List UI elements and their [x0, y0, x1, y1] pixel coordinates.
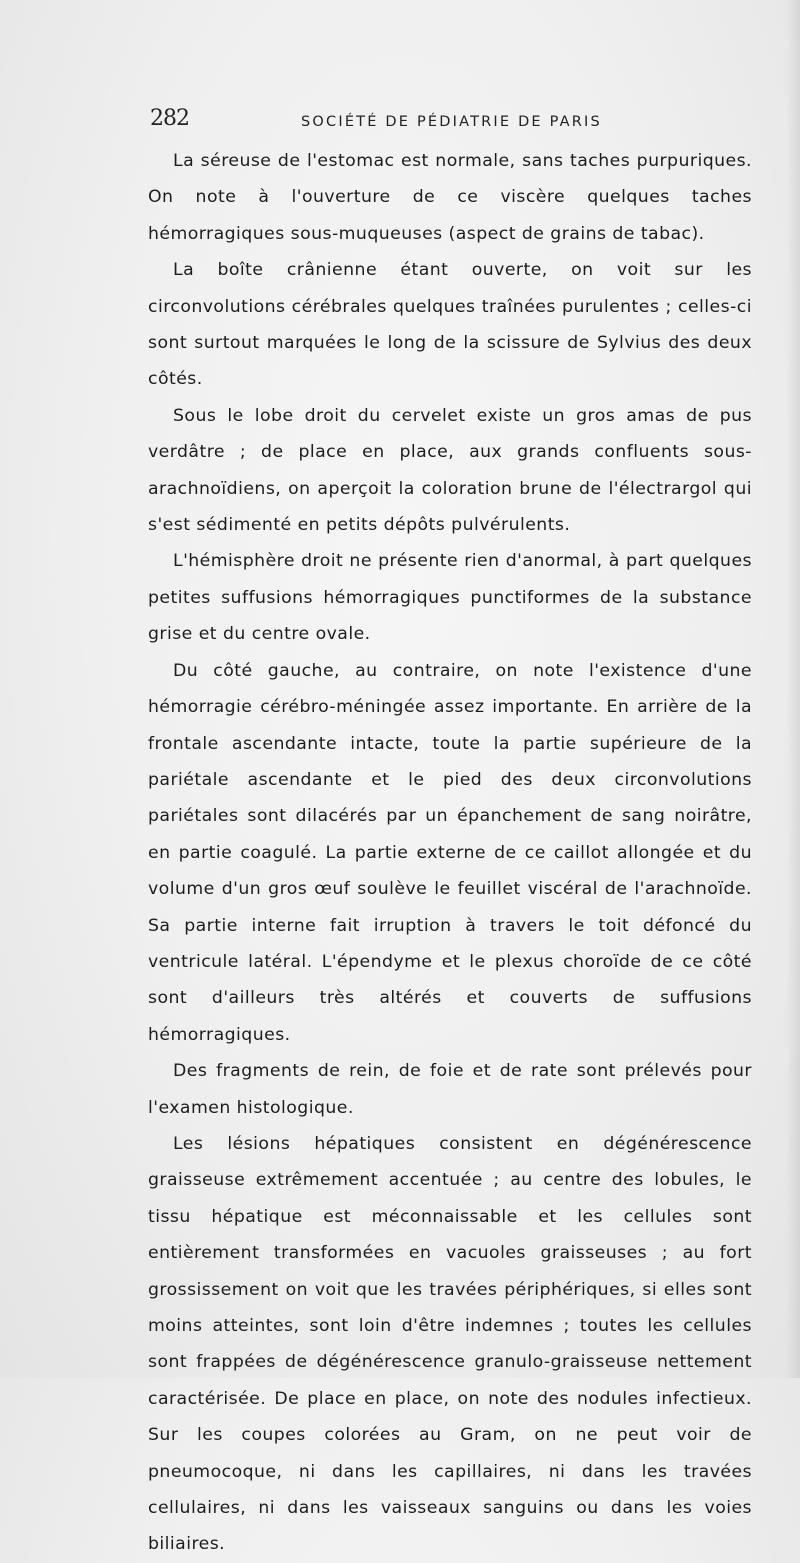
- paragraph-fragments: Des fragments de rein, de foie et de rate sont prélevés pour l'examen histologique.: [148, 1061, 752, 1118]
- paragraph-right-hemisphere: L'hémisphère droit ne présente rien d'anormal, à part quelques petites suffusions hémorragiques punctiformes de la substance grise et du centre ovale.: [148, 551, 752, 645]
- paragraph-left-side: Du côté gauche, au contraire, on note l'existence d'une hémorragie cérébro-méningée assez importante. En arrière de la frontale ascendante intacte, toute la partie supérieure de la pariétale ascendante et le pied des deux circonvolutions pariétales sont dilacérés par un épanchement de sang noirâtre, en partie coagulé. La partie externe de ce caillot allongée et du volume d'un gros œuf soulève le feuillet viscéral de l'arachnoïde. Sa partie interne fait irruption à travers le toit défoncé du ventricule latéral. L'épendyme et le plexus choroïde de ce côté sont d'ailleurs très altérés et couverts de suffusions hémorragiques.: [148, 660, 752, 1045]
- paragraph-stomach: La séreuse de l'estomac est normale, sans taches purpuriques. On note à l'ouverture de ce viscère quelques taches hémorragiques sous-muqueuses (aspect de grains de tabac).: [148, 151, 752, 244]
- paragraph-cerebellum: Sous le lobe droit du cervelet existe un gros amas de pus verdâtre ; de place en place, aux grands confluents sous-arachnoïdiens, on aperçoit la coloration brune de l'électrargol qui s'est sédimenté en petits dépôts pulvérulents.: [148, 405, 752, 536]
- body-text: [148, 143, 752, 1563]
- paragraph-cranium: La boîte crânienne étant ouverte, on voit sur les circonvolutions cérébrales quelques traînées purulentes ; celles-ci sont surtout marquées le long de la scissure de Sylvius des deux côtés.: [148, 260, 752, 390]
- page-header: [150, 106, 750, 140]
- running-head: SOCIÉTÉ DE PÉDIATRIE DE PARIS: [301, 114, 602, 130]
- page-edge-shadow: [786, 0, 800, 1378]
- page-number: 282: [150, 106, 189, 131]
- paragraph-hepatic-lesions: Les lésions hépatiques consistent en dégénérescence graisseuse extrêmement accentuée ; au centre des lobules, le tissu hépatique est méconnaissable et les cellules sont entièrement transformées en vacuoles graisseuses ; au fort grossissement on voit que les travées périphériques, si elles sont moins atteintes, sont loin d'être indemnes ; toutes les cellules sont frappées de dégénérescence granulo-graisseuse nettement caractérisée. De place en place, on note des nodules infectieux. Sur les coupes colorées au Gram, on ne peut voir de pneumocoque, ni dans les capillaires, ni dans les travées cellulaires, ni dans les vaisseaux sanguins ou dans les voies biliaires.: [148, 1133, 752, 1555]
